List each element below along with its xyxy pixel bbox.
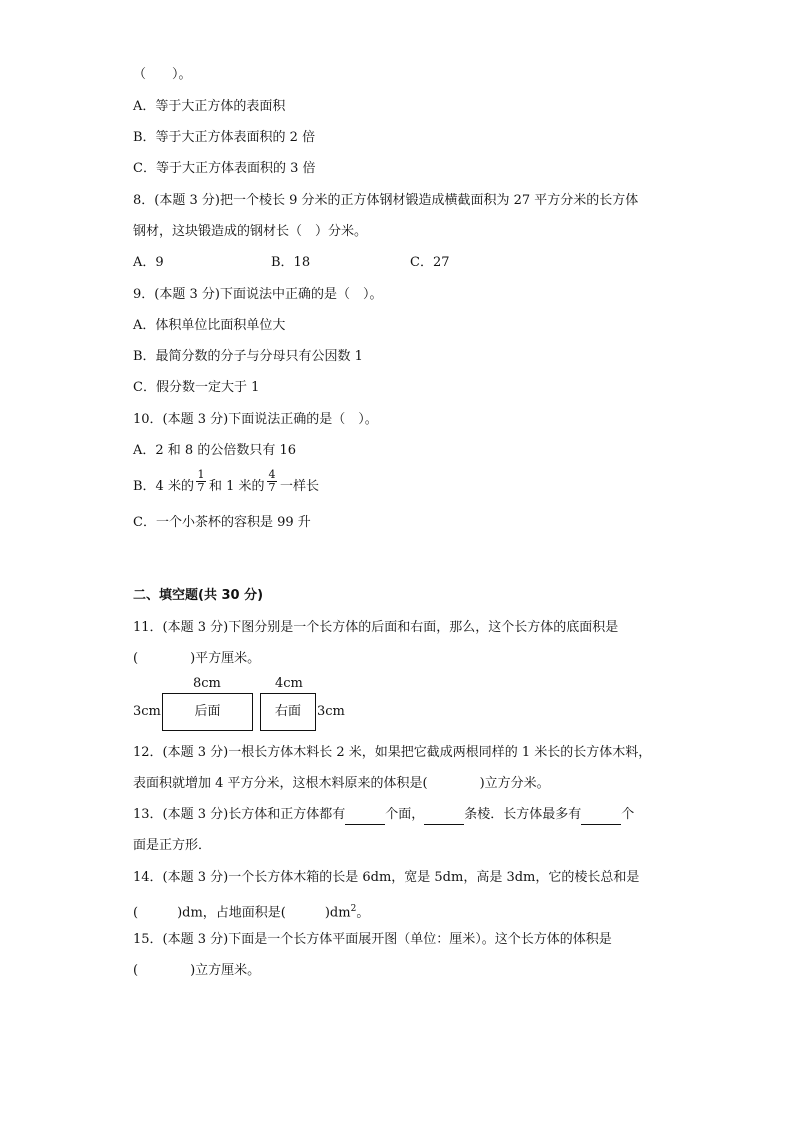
q14-stem-line2 (133, 900, 369, 922)
fraction-denominator: 7 (197, 481, 205, 494)
fraction-numerator: 1 (197, 468, 205, 481)
figure-label-back-width: 8cm (193, 676, 221, 691)
q14-superscript: 2 (350, 904, 357, 914)
q14-stem-line1: 14．(本题 3 分)一个长方体木箱的长是 6dm，宽是 5dm，高是 3dm，它的棱长总和是 (133, 870, 640, 885)
q14-text-a: ( )dm，占地面积是( )dm (133, 905, 351, 921)
q7-option-c: C．等于大正方体表面积的 3 倍 (133, 161, 316, 176)
figure-label-back-height: 3cm (133, 704, 161, 719)
q8-stem-line1: 8．(本题 3 分)把一个棱长 9 分米的正方体钢材锻造成横截面积为 27 平方分米的长方体 (133, 193, 639, 208)
figure-label-right-width: 4cm (275, 676, 303, 691)
q15-stem-line1: 15．(本题 3 分)下面是一个长方体平面展开图（单位：厘米）。这个长方体的体积是 (133, 932, 612, 947)
right-face-rectangle (260, 693, 316, 731)
q7-option-b: B．等于大正方体表面积的 2 倍 (133, 130, 316, 145)
q9-option-b: B．最简分数的分子与分母只有公因数 1 (133, 349, 363, 364)
q13-blank-edges (424, 806, 464, 825)
q9-option-c: C．假分数一定大于 1 (133, 380, 260, 395)
q13-text-part4: 个 (621, 807, 635, 822)
q11-stem-line1: 11．(本题 3 分)下图分别是一个长方体的后面和右面，那么，这个长方体的底面积是 (133, 620, 619, 635)
q8-stem-line2: 钢材，这块锻造成的钢材长（ ）分米。 (133, 224, 368, 239)
q10-fraction-1 (196, 469, 206, 494)
q7-stem-tail: （ ）。 (133, 67, 192, 82)
figure-label-right-height: 3cm (317, 704, 345, 719)
back-face-label: 后面 (194, 704, 221, 719)
q13-text-part1: 13．(本题 3 分)长方体和正方体都有 (133, 807, 346, 822)
q10-option-b-part2: 和 1 米的 (209, 479, 265, 494)
q10-fraction-2 (267, 469, 277, 494)
q10-option-a: A．2 和 8 的公倍数只有 16 (133, 443, 297, 458)
q12-stem-line2: 表面积就增加 4 平方分米，这根木料原来的体积是( )立方分米。 (133, 776, 550, 791)
q9-option-a: A．体积单位比面积单位大 (133, 318, 286, 333)
q12-stem-line1: 12．(本题 3 分)一根长方体木料长 2 米，如果把它截成两根同样的 1 米长的长方体木料， (133, 745, 652, 760)
q10-stem: 10．(本题 3 分)下面说法正确的是（ ）。 (133, 412, 378, 427)
q14-text-b: 。 (356, 905, 370, 921)
q13-text-part3: 条棱．长方体最多有 (464, 807, 582, 822)
q11-stem-line2: ( )平方厘米。 (133, 651, 261, 666)
fraction-denominator: 7 (268, 481, 276, 494)
q10-option-b-part3: 一样长 (280, 479, 320, 494)
q13-blank-square-faces (581, 806, 621, 825)
fraction-numerator: 4 (268, 468, 276, 481)
q8-option-b: B．18 (271, 255, 311, 270)
back-face-rectangle (162, 693, 253, 731)
q13-stem-line2: 面是正方形． (133, 838, 212, 853)
q13-stem-line1 (133, 806, 634, 825)
q13-blank-faces (345, 806, 385, 825)
q13-text-part2: 个面， (385, 807, 425, 822)
q15-stem-line2: ( )立方厘米。 (133, 963, 261, 978)
q10-option-b-part1: B．4 米的 (133, 479, 194, 494)
right-face-label: 右面 (274, 704, 301, 719)
q9-stem: 9．(本题 3 分)下面说法中正确的是（ ）。 (133, 287, 383, 302)
q10-option-c: C．一个小茶杯的容积是 99 升 (133, 515, 311, 530)
q7-option-a: A．等于大正方体的表面积 (133, 99, 286, 114)
q8-option-c: C．27 (410, 255, 450, 270)
section-heading-fill-in: 二、填空题(共 30 分) (133, 588, 264, 603)
q8-option-a: A．9 (133, 255, 164, 270)
